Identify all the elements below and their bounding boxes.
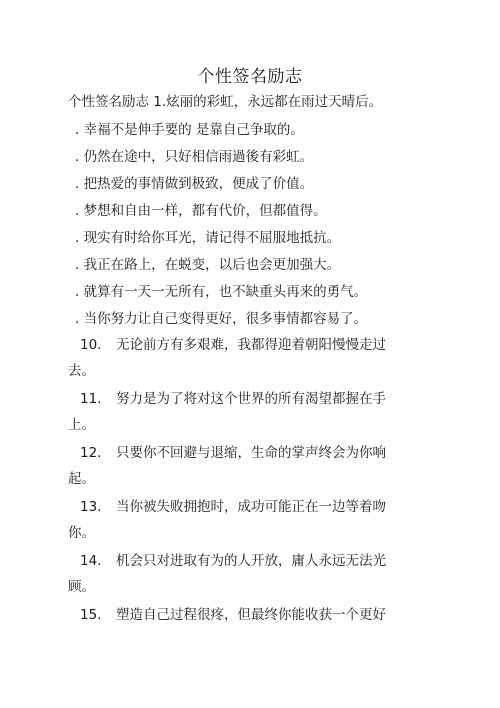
item-continuation: 顾。 xyxy=(68,579,95,595)
numbered-item xyxy=(80,497,386,517)
numbered-item xyxy=(80,389,386,409)
item-number: 14. xyxy=(80,553,102,569)
item-number: 15. xyxy=(80,607,102,623)
list-item: . 幸福不是伸手要的 是靠自己争取的。 xyxy=(75,122,304,138)
item-text: 塑造自己过程很疼，但最终你能收获一个更好 xyxy=(116,607,386,623)
item-text: 无论前方有多艰难，我都得迎着朝阳慢慢走过 xyxy=(116,337,386,353)
item-continuation: 你。 xyxy=(68,525,95,541)
numbered-item xyxy=(80,335,386,355)
numbered-item xyxy=(80,443,386,463)
item-continuation: 起。 xyxy=(68,471,95,487)
item-text: 机会只对进取有为的人开放，庸人永远无法光 xyxy=(116,553,386,569)
list-item: . 梦想和自由一样，都有代价，但都值得。 xyxy=(75,203,327,219)
item-number: 10. xyxy=(80,337,102,353)
item-text: 只要你不回避与退缩，生命的掌声终会为你响 xyxy=(116,445,386,461)
list-item: . 仍然在途中，只好相信雨過後有彩虹。 xyxy=(75,149,314,165)
item-text: 努力是为了将对这个世界的所有渴望都握在手 xyxy=(116,391,386,407)
list-item: . 现实有时给你耳光，请记得不屈服地抵抗。 xyxy=(75,230,341,246)
item-number: 11. xyxy=(80,391,102,407)
item-number: 12. xyxy=(80,445,102,461)
item-continuation: 上。 xyxy=(68,417,95,433)
item-continuation: 去。 xyxy=(68,363,95,379)
intro-line: 个性签名励志 1.炫丽的彩虹，永远都在雨过天晴后。 xyxy=(68,94,383,110)
list-item: . 就算有一天一无所有，也不缺重头再来的勇气。 xyxy=(75,284,368,300)
document-title: 个性签名励志 xyxy=(197,67,303,87)
list-item: . 当你努力让自己变得更好，很多事情都容易了。 xyxy=(75,311,368,327)
numbered-item xyxy=(80,605,386,625)
item-number: 13. xyxy=(80,499,102,515)
numbered-item xyxy=(80,551,386,571)
list-item: . 把热爱的事情做到极致，便成了价值。 xyxy=(75,176,314,192)
list-item: . 我正在路上，在蜕变，以后也会更加强大。 xyxy=(75,257,341,273)
item-text: 当你被失败拥抱时，成功可能正在一边等着吻 xyxy=(116,499,386,515)
